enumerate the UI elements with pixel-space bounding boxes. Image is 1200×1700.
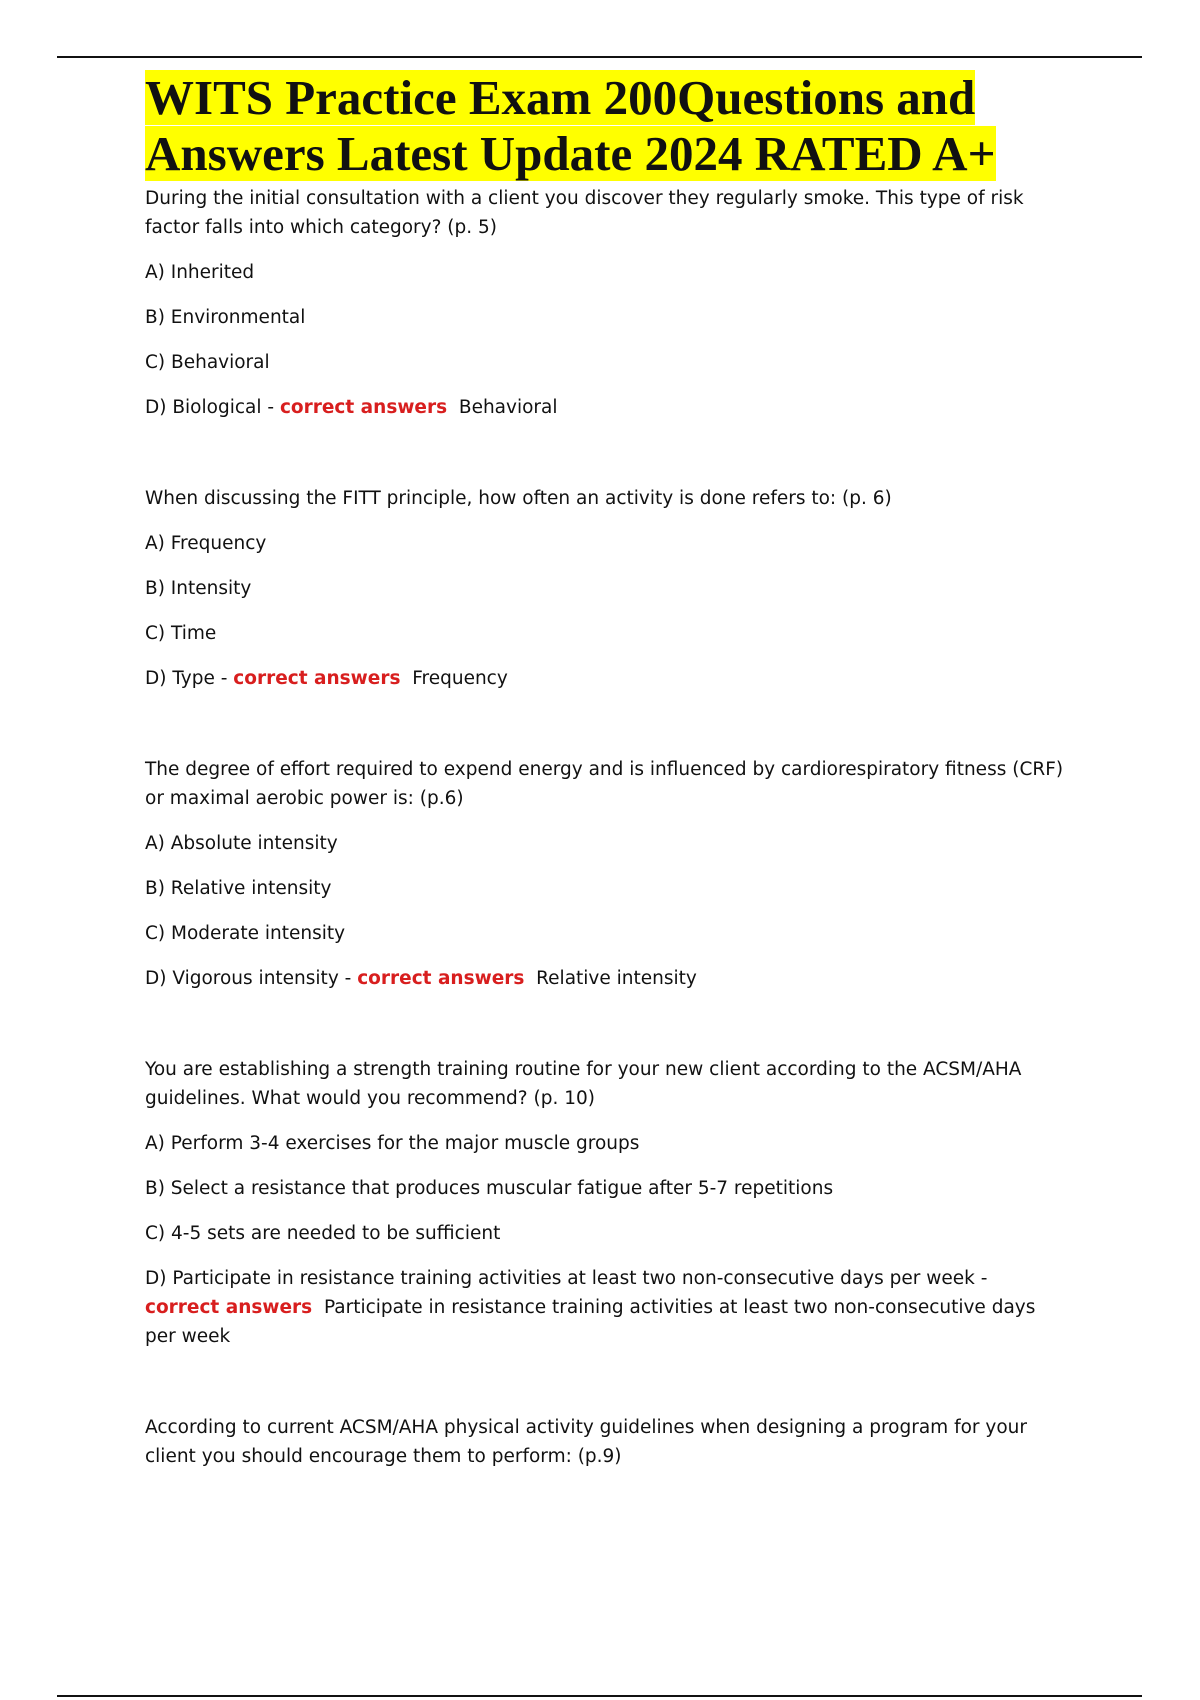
correct-answers-label: correct answers: [357, 968, 525, 989]
document-body: [145, 70, 1065, 1471]
document-title: [145, 70, 1065, 182]
question-block: [145, 1413, 1065, 1471]
question-block: [145, 755, 1065, 993]
option-c: C) 4-5 sets are needed to be sufficient: [145, 1223, 501, 1244]
answer-text: Frequency: [412, 668, 508, 689]
answer-text: Behavioral: [458, 397, 558, 418]
option-a: A) Inherited: [145, 262, 255, 283]
answer-text: Relative intensity: [536, 968, 697, 989]
question-text: You are establishing a strength training routine for your new client according to the ACSM/AHA guidelines. What would you recommend? (p. 10): [145, 1059, 1022, 1109]
option-d: D) Vigorous intensity -: [145, 968, 352, 989]
option-b: B) Select a resistance that produces muscular fatigue after 5-7 repetitions: [145, 1178, 834, 1199]
option-b: B) Environmental: [145, 307, 306, 328]
option-a: A) Absolute intensity: [145, 833, 338, 854]
option-c: C) Behavioral: [145, 352, 270, 373]
question-text: According to current ACSM/AHA physical activity guidelines when designing a program for your client you should encourage them to perform: (p.9): [145, 1417, 1027, 1467]
option-d-with-answer: [145, 393, 1065, 422]
option-d-with-answer: [145, 664, 1065, 693]
option-b: B) Relative intensity: [145, 878, 332, 899]
option-d-with-answer: [145, 964, 1065, 993]
question-block: [145, 184, 1065, 422]
question-text: The degree of effort required to expend energy and is influenced by cardiorespiratory fitness (CRF) or maximal aerobic power is: (p.6): [145, 759, 1064, 809]
question-block: [145, 484, 1065, 693]
option-d: D) Participate in resistance training activities at least two non-consecutive days per week -: [145, 1268, 988, 1289]
correct-answers-label: correct answers: [233, 668, 401, 689]
question-text: When discussing the FITT principle, how often an activity is done refers to: (p. 6): [145, 488, 892, 509]
option-a: A) Perform 3-4 exercises for the major muscle groups: [145, 1133, 640, 1154]
option-d: D) Biological -: [145, 397, 275, 418]
option-a: A) Frequency: [145, 533, 267, 554]
title-highlight: WITS Practice Exam 200Questions and Answers Latest Update 2024 RATED A+: [145, 70, 996, 181]
answer-text: Participate in resistance training activities at least two non-consecutive days per week: [145, 1297, 1036, 1347]
question-block: [145, 1055, 1065, 1351]
question-text: During the initial consultation with a client you discover they regularly smoke. This type of risk factor falls into which category? (p. 5): [145, 188, 1024, 238]
option-d-with-answer: [145, 1264, 1065, 1351]
option-d: D) Type -: [145, 668, 228, 689]
correct-answers-label: correct answers: [279, 397, 448, 418]
bottom-rule: [57, 1695, 1142, 1697]
option-b: B) Intensity: [145, 578, 252, 599]
correct-answers-label: correct answers: [145, 1297, 313, 1318]
option-c: C) Time: [145, 623, 217, 644]
top-rule: [57, 56, 1142, 58]
option-c: C) Moderate intensity: [145, 923, 346, 944]
